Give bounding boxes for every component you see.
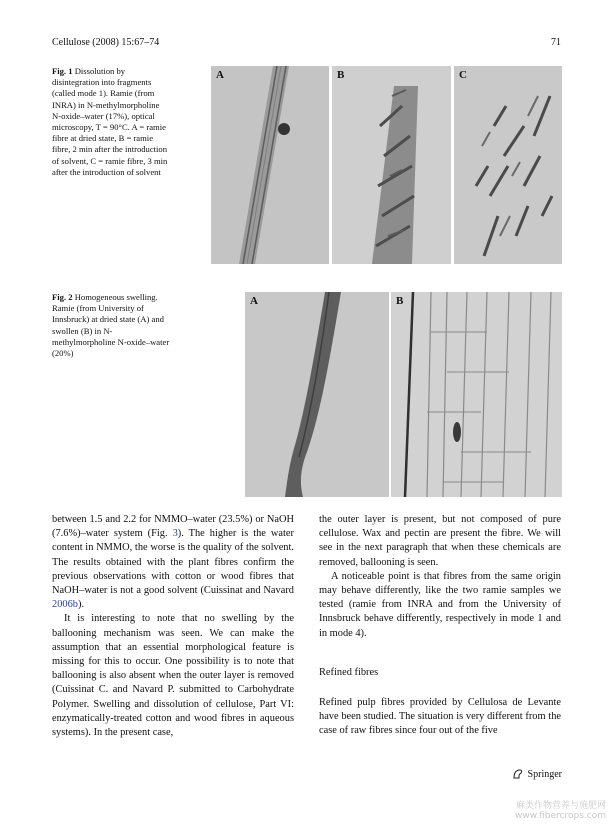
right-column [319,513,561,641]
citation-2006b-link[interactable]: 2006b [52,599,78,611]
publisher-name: Springer [527,768,562,780]
figure1-caption [52,66,170,178]
figure2-caption [52,292,170,359]
figure1-panel-c-image [454,66,562,264]
page-number: 71 [551,37,561,48]
figure-3-reference-link[interactable]: 3 [172,528,178,540]
springer-logo [512,768,562,780]
figure2-panel-b-image [391,292,562,497]
watermark [515,798,606,821]
section-heading: Refined fibres [319,667,379,678]
figure1-panel-c-label: C [459,69,467,81]
figure2-panel-a-image [245,292,389,497]
figure1-panel-a-image [211,66,329,264]
right-paragraph-3: Refined pulp fibres provided by Cellulosa de Levante have been studied. The situation is very different from the case of raw fibres since four out of the five [319,697,561,737]
figure2-caption-label: Fig. 2 [52,292,73,302]
figure2-panel-b-label: B [396,295,404,307]
figure2-panel-a-label: A [250,295,258,307]
springer-horse-icon [512,768,524,780]
figure1-panel-b-image [332,66,451,264]
watermark-chinese: 麻类作物营养与施肥网 [515,801,606,811]
right-paragraph-3-block [319,696,561,739]
left-paragraph-2: It is interesting to note that no swelling by the ballooning mechanism was seen. We can make the assumption that an essential morphological feature is missing for this to occur. One possibility is to note that ballooning is also absent when the outer layer is removed (Cuissinat C. and Navard P. submitted to Carbohydrate Polymer. Swelling and dissolution of cellulose, Part VI: enzymatically-treated cotton and wood fibres in aqueous systems). In the present case, [52,613,294,739]
left-column [52,513,294,740]
left-paragraph-1: between 1.5 and 2.2 for NMMO–water (23.5%) or NaOH (7.6%)–water system (Fig. 3). The higher is the water content in NMMO, the worse is the quality of the solvent. The results obtained with the plant fibres confirm the previous observations with cotton or wood fibres that NaOH–water is not a good solvent (Cuissinat and Navard 2006b). [52,514,294,611]
figure2-caption-text: Homogeneous swelling. Ramie (from University of Innsbruck) at dried state (A) and swollen (B) in N-methylmorpholine N-oxide–water (20%) [52,292,170,359]
figure1-caption-label: Fig. 1 [52,66,73,76]
figure1-panel-a-label: A [216,69,224,81]
figure1-panel-b-label: B [337,69,345,81]
right-paragraph-2: A noticeable point is that fibres from the same origin may behave differently, like the two ramie samples we tested (ramie from INRA and from the University of Innsbruck behave differently, respectively in mode 1 and in mode 4). [319,570,561,639]
figure1-caption-text: Dissolution by disintegration into fragments (called mode 1). Ramie (from INRA) in N-methylmorpholine N-oxide–water (17%), optical microscopy, T = 90°C. A = ramie fibre at dried state, B = ramie fibre, 2 min after the introduction of solvent, C = ramie fibre, 3 min after the introduction of solvent [52,66,168,177]
running-header: Cellulose (2008) 15:67–74 [52,37,160,48]
watermark-url: www.fibercrops.com [515,811,606,821]
right-paragraph-1: the outer layer is present, but not composed of pure cellulose. Wax and pectin are present the fibre. We will see in the next paragraph that when these chemicals are removed, ballooning is seen. [319,514,561,568]
